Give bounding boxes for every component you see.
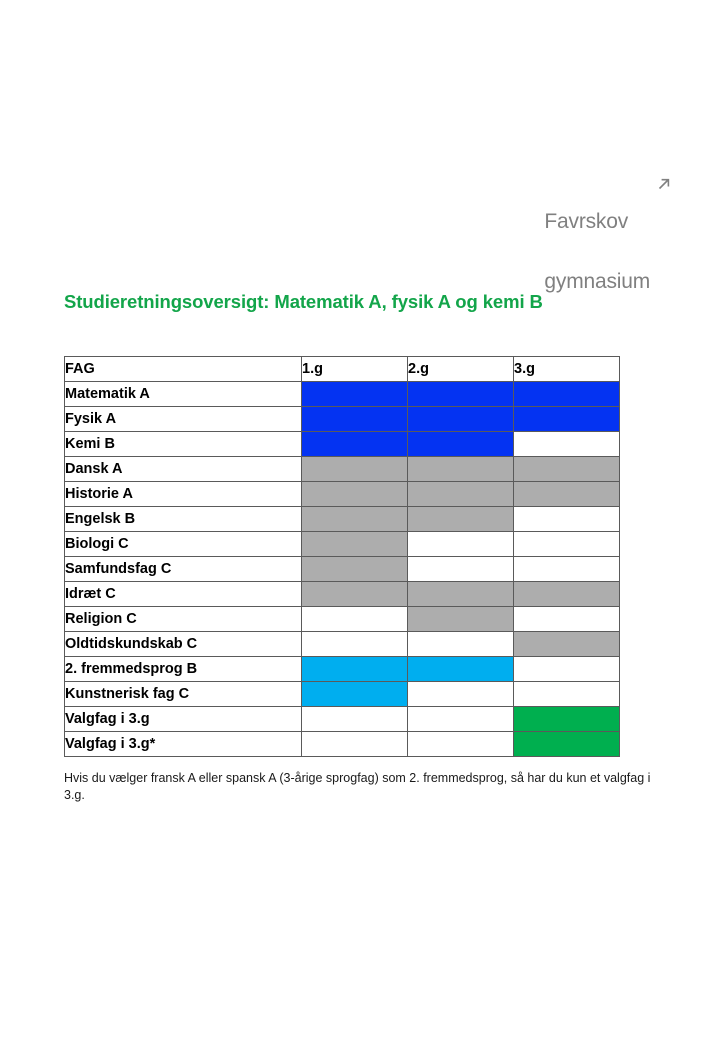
table-row <box>65 382 620 407</box>
year-cell-3.g <box>514 432 620 457</box>
year-cell-1.g <box>302 607 408 632</box>
column-header-year-3.g: 3.g <box>514 357 620 382</box>
year-cell-3.g <box>514 657 620 682</box>
subject-label: Biologi C <box>65 532 302 557</box>
table-row <box>65 682 620 707</box>
year-cell-3.g <box>514 707 620 732</box>
year-cell-1.g <box>302 457 408 482</box>
subject-label: Oldtidskundskab C <box>65 632 302 657</box>
year-cell-1.g <box>302 557 408 582</box>
year-cell-2.g <box>408 382 514 407</box>
year-cell-1.g <box>302 657 408 682</box>
table-row <box>65 407 620 432</box>
year-cell-2.g <box>408 632 514 657</box>
year-cell-3.g <box>514 732 620 757</box>
year-cell-1.g <box>302 582 408 607</box>
year-cell-1.g <box>302 432 408 457</box>
page-title: Studieretningsoversigt: Matematik A, fysik A og kemi B <box>64 291 543 312</box>
table-row <box>65 432 620 457</box>
year-cell-3.g <box>514 557 620 582</box>
arrow-up-right-icon <box>656 176 672 192</box>
column-header-year-1.g: 1.g <box>302 357 408 382</box>
table-row <box>65 532 620 557</box>
table-header-row <box>65 357 620 382</box>
table-row <box>65 507 620 532</box>
table-row <box>65 632 620 657</box>
logo-line-1: Favrskov <box>544 210 629 233</box>
study-programme-table-container <box>64 356 616 757</box>
subject-label: Kunstnerisk fag C <box>65 682 302 707</box>
year-cell-3.g <box>514 582 620 607</box>
year-cell-3.g <box>514 457 620 482</box>
year-cell-3.g <box>514 682 620 707</box>
subject-label: Valgfag i 3.g <box>65 707 302 732</box>
year-cell-1.g <box>302 732 408 757</box>
year-cell-2.g <box>408 707 514 732</box>
year-cell-2.g <box>408 507 514 532</box>
year-cell-2.g <box>408 557 514 582</box>
year-cell-3.g <box>514 382 620 407</box>
subject-label: Dansk A <box>65 457 302 482</box>
year-cell-2.g <box>408 457 514 482</box>
year-cell-3.g <box>514 607 620 632</box>
table-body <box>65 357 620 757</box>
table-row <box>65 732 620 757</box>
subject-label: Fysik A <box>65 407 302 432</box>
logo-wordmark <box>544 172 650 332</box>
column-header-year-2.g: 2.g <box>408 357 514 382</box>
year-cell-3.g <box>514 407 620 432</box>
year-cell-2.g <box>408 657 514 682</box>
subject-label: Matematik A <box>65 382 302 407</box>
subject-label: Historie A <box>65 482 302 507</box>
year-cell-2.g <box>408 582 514 607</box>
subject-label: 2. fremmedsprog B <box>65 657 302 682</box>
year-cell-1.g <box>302 532 408 557</box>
favrskov-gymnasium-logo <box>544 172 672 332</box>
year-cell-2.g <box>408 532 514 557</box>
year-cell-3.g <box>514 632 620 657</box>
year-cell-1.g <box>302 482 408 507</box>
year-cell-1.g <box>302 707 408 732</box>
year-cell-3.g <box>514 507 620 532</box>
logo-line-2: gymnasium <box>544 270 650 293</box>
year-cell-3.g <box>514 532 620 557</box>
year-cell-2.g <box>408 407 514 432</box>
table-row <box>65 557 620 582</box>
year-cell-1.g <box>302 407 408 432</box>
year-cell-1.g <box>302 682 408 707</box>
year-cell-2.g <box>408 732 514 757</box>
year-cell-1.g <box>302 507 408 532</box>
table-row <box>65 582 620 607</box>
subject-label: Kemi B <box>65 432 302 457</box>
table-row <box>65 707 620 732</box>
subject-label: Engelsk B <box>65 507 302 532</box>
subject-label: Idræt C <box>65 582 302 607</box>
table-row <box>65 607 620 632</box>
year-cell-1.g <box>302 632 408 657</box>
year-cell-2.g <box>408 432 514 457</box>
year-cell-1.g <box>302 382 408 407</box>
year-cell-3.g <box>514 482 620 507</box>
footnote-text: Hvis du vælger fransk A eller spansk A (3-årige sprogfag) som 2. fremmedsprog, så har du kun et valgfag i 3.g. <box>64 771 651 802</box>
table-row <box>65 657 620 682</box>
table-row <box>65 482 620 507</box>
subject-label: Religion C <box>65 607 302 632</box>
study-programme-table <box>64 356 620 757</box>
year-cell-2.g <box>408 482 514 507</box>
subject-label: Valgfag i 3.g* <box>65 732 302 757</box>
year-cell-2.g <box>408 682 514 707</box>
column-header-subject: FAG <box>65 357 302 382</box>
table-row <box>65 457 620 482</box>
subject-label: Samfundsfag C <box>65 557 302 582</box>
year-cell-2.g <box>408 607 514 632</box>
